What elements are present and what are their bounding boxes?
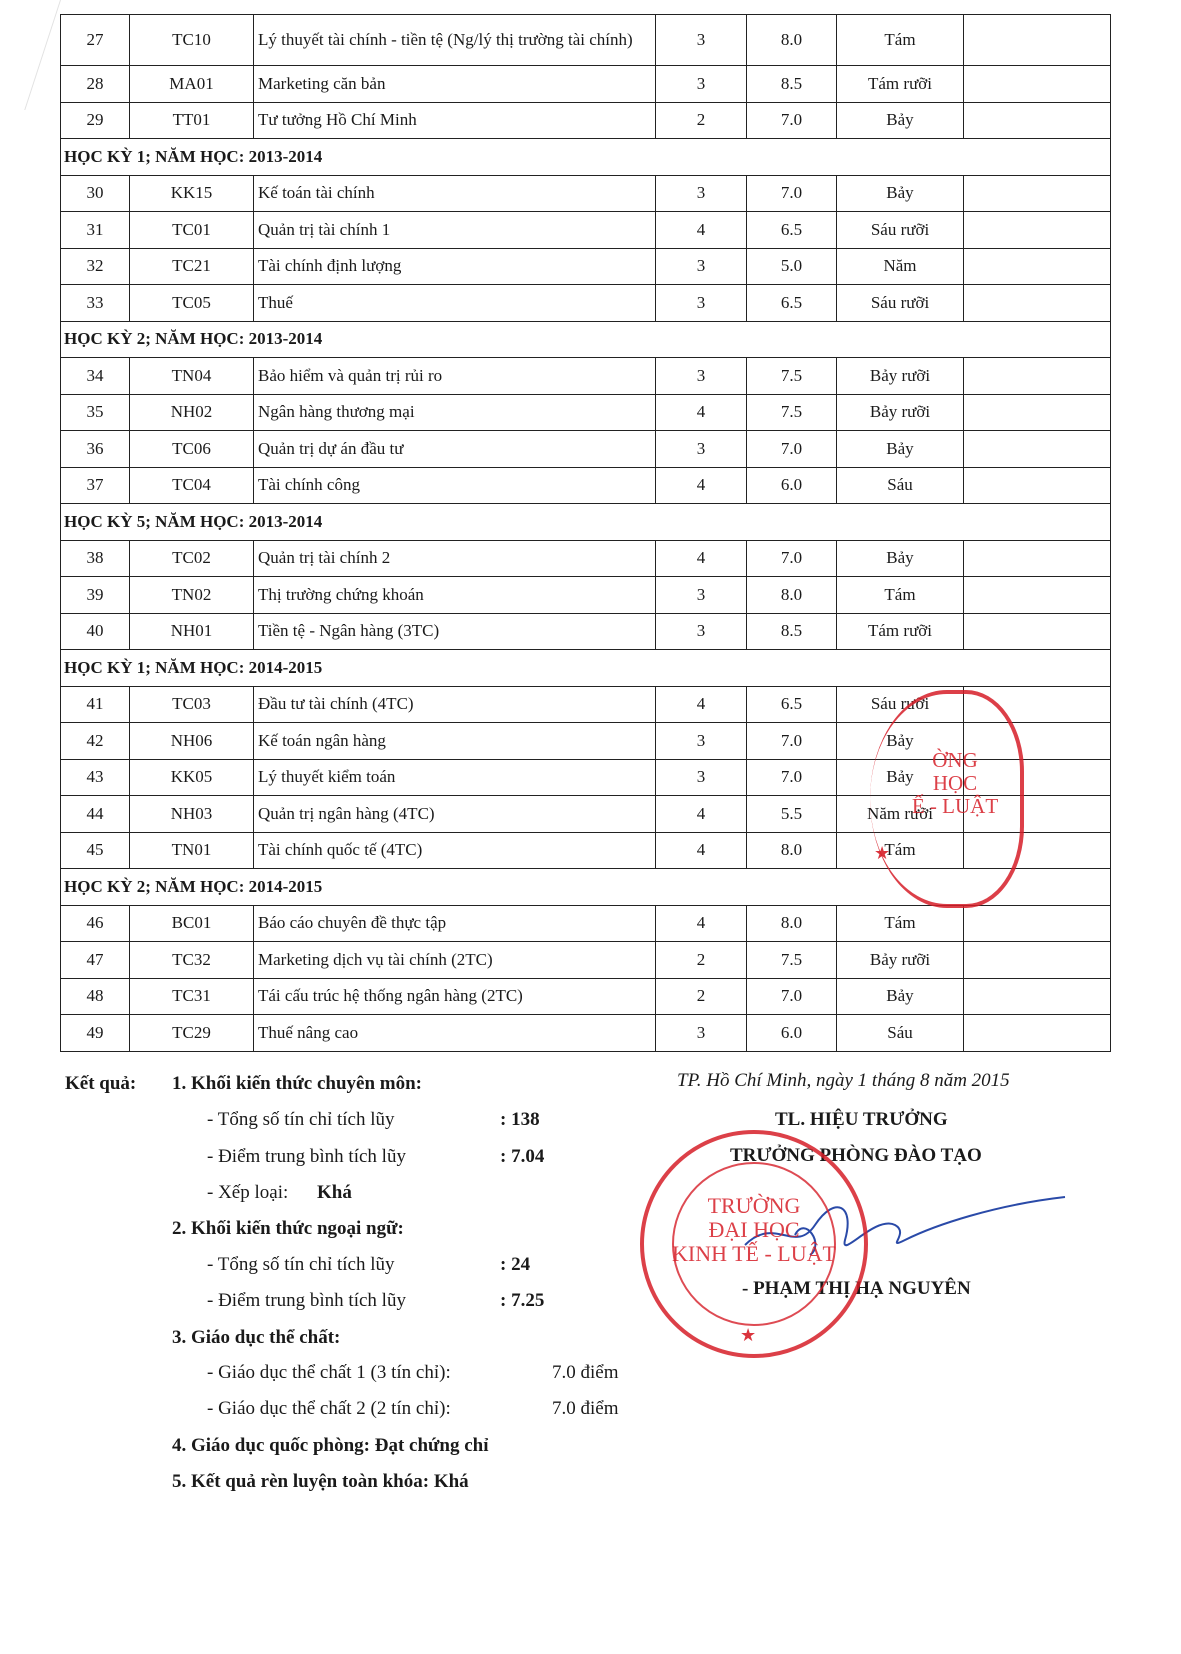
score: 7.5: [747, 942, 837, 979]
course-code: KK05: [130, 759, 254, 796]
credits: 3: [656, 431, 747, 468]
course-code: NH03: [130, 796, 254, 833]
note-cell: [964, 978, 1111, 1015]
major-gpa-value: : 7.04: [500, 1146, 545, 1167]
score: 8.0: [747, 832, 837, 869]
semester-header-row: [61, 139, 1111, 176]
score-in-words: Sáu rưỡi: [837, 285, 964, 322]
pe2-label: - Giáo dục thể chất 2 (2 tín chỉ):: [207, 1398, 451, 1419]
score: 6.0: [747, 1015, 837, 1052]
score-in-words: Tám: [837, 832, 964, 869]
course-code: MA01: [130, 66, 254, 103]
course-name: Thuế: [254, 285, 656, 322]
seal-text: ỜNG HỌC Ế - LUẬT: [911, 748, 999, 819]
credits: 4: [656, 686, 747, 723]
row-number: 32: [61, 248, 130, 285]
row-number: 46: [61, 905, 130, 942]
row-number: 28: [61, 66, 130, 103]
table-row: [61, 942, 1111, 979]
issue-date: TP. Hồ Chí Minh, ngày 1 tháng 8 năm 2015: [677, 1070, 1010, 1091]
row-number: 41: [61, 686, 130, 723]
credits: 4: [656, 394, 747, 431]
score-in-words: Tám: [837, 905, 964, 942]
table-row: [61, 1015, 1111, 1052]
note-cell: [964, 358, 1111, 395]
semester-title: HỌC KỲ 2; NĂM HỌC: 2013-2014: [61, 321, 1111, 358]
language-credits-label: - Tổng số tín chỉ tích lũy: [207, 1254, 395, 1275]
row-number: 48: [61, 978, 130, 1015]
table-row: [61, 102, 1111, 139]
score-in-words: Năm: [837, 248, 964, 285]
score: 7.0: [747, 175, 837, 212]
row-number: 44: [61, 796, 130, 833]
note-cell: [964, 577, 1111, 614]
note-cell: [964, 431, 1111, 468]
star-icon: ★: [874, 843, 891, 863]
course-code: TC04: [130, 467, 254, 504]
major-gpa-label: - Điểm trung bình tích lũy: [207, 1146, 406, 1167]
credits: 4: [656, 540, 747, 577]
note-cell: [964, 540, 1111, 577]
note-cell: [964, 394, 1111, 431]
course-code: TN01: [130, 832, 254, 869]
defense-label: 4. Giáo dục quốc phòng:: [172, 1435, 370, 1456]
rank-label: - Xếp loại:: [207, 1182, 289, 1203]
section-1-heading: 1. Khối kiến thức chuyên môn:: [172, 1073, 422, 1094]
row-number: 35: [61, 394, 130, 431]
language-credits-value: : 24: [500, 1254, 531, 1275]
row-number: 49: [61, 1015, 130, 1052]
course-code: TC03: [130, 686, 254, 723]
course-code: TC02: [130, 540, 254, 577]
defense-value: Đạt chứng chỉ: [374, 1435, 489, 1456]
course-name: Bảo hiểm và quản trị rủi ro: [254, 358, 656, 395]
semester-header-row: [61, 650, 1111, 687]
score: 8.0: [747, 15, 837, 66]
score-in-words: Bảy: [837, 540, 964, 577]
score: 7.0: [747, 978, 837, 1015]
score-in-words: Sáu rưỡi: [837, 212, 964, 249]
credits: 2: [656, 942, 747, 979]
credits: 3: [656, 66, 747, 103]
rank-value: Khá: [317, 1182, 352, 1203]
credits: 3: [656, 248, 747, 285]
pe2-value: 7.0 điểm: [552, 1398, 619, 1419]
note-cell: [964, 248, 1111, 285]
signer-title-1: TL. HIỆU TRƯỞNG: [775, 1109, 948, 1130]
major-credits-value: : 138: [500, 1109, 540, 1130]
row-number: 45: [61, 832, 130, 869]
score-in-words: Tám: [837, 577, 964, 614]
row-number: 40: [61, 613, 130, 650]
section-2-heading: 2. Khối kiến thức ngoại ngữ:: [172, 1218, 404, 1239]
course-code: NH06: [130, 723, 254, 760]
score-in-words: Bảy: [837, 978, 964, 1015]
course-name: Đầu tư tài chính (4TC): [254, 686, 656, 723]
row-number: 43: [61, 759, 130, 796]
course-name: Lý thuyết kiểm toán: [254, 759, 656, 796]
course-name: Quản trị tài chính 1: [254, 212, 656, 249]
score: 7.5: [747, 394, 837, 431]
table-row: [61, 540, 1111, 577]
pe1-label: - Giáo dục thể chất 1 (3 tín chỉ):: [207, 1362, 451, 1383]
table-row: [61, 905, 1111, 942]
semester-title: HỌC KỲ 1; NĂM HỌC: 2014-2015: [61, 650, 1111, 687]
table-row: [61, 577, 1111, 614]
score-in-words: Bảy rưỡi: [837, 358, 964, 395]
score: 5.0: [747, 248, 837, 285]
table-row: [61, 285, 1111, 322]
course-code: TC32: [130, 942, 254, 979]
row-number: 37: [61, 467, 130, 504]
score-in-words: Bảy: [837, 723, 964, 760]
course-code: TC29: [130, 1015, 254, 1052]
course-name: Tài chính công: [254, 467, 656, 504]
row-number: 42: [61, 723, 130, 760]
course-code: TC05: [130, 285, 254, 322]
score: 7.5: [747, 358, 837, 395]
course-name: Tư tưởng Hồ Chí Minh: [254, 102, 656, 139]
row-number: 27: [61, 15, 130, 66]
table-row: [61, 175, 1111, 212]
score: 7.0: [747, 723, 837, 760]
credits: 4: [656, 905, 747, 942]
language-gpa-value: : 7.25: [500, 1290, 545, 1311]
score-in-words: Bảy rưỡi: [837, 394, 964, 431]
score-in-words: Tám rưỡi: [837, 613, 964, 650]
course-name: Quản trị dự án đầu tư: [254, 431, 656, 468]
credits: 3: [656, 358, 747, 395]
course-code: TC31: [130, 978, 254, 1015]
section-4-heading: [172, 1435, 489, 1457]
course-name: Quản trị ngân hàng (4TC): [254, 796, 656, 833]
course-name: Thị trường chứng khoán: [254, 577, 656, 614]
results-label: Kết quả:: [65, 1073, 137, 1094]
course-code: NH02: [130, 394, 254, 431]
score: 7.0: [747, 431, 837, 468]
row-number: 34: [61, 358, 130, 395]
course-name: Marketing căn bản: [254, 66, 656, 103]
course-code: TT01: [130, 102, 254, 139]
row-number: 39: [61, 577, 130, 614]
credits: 2: [656, 978, 747, 1015]
semester-header-row: [61, 321, 1111, 358]
score-in-words: Sáu rưỡi: [837, 686, 964, 723]
note-cell: [964, 15, 1111, 66]
note-cell: [964, 613, 1111, 650]
course-name: Quản trị tài chính 2: [254, 540, 656, 577]
seal-main-text: TRƯỜNG ĐẠI HỌC KINH TẾ - LUẬT: [672, 1193, 836, 1267]
row-number: 31: [61, 212, 130, 249]
scan-page-edge: [0, 0, 61, 110]
score: 6.5: [747, 686, 837, 723]
table-row: [61, 978, 1111, 1015]
course-code: TC10: [130, 15, 254, 66]
row-number: 36: [61, 431, 130, 468]
score-in-words: Sáu: [837, 1015, 964, 1052]
table-row: [61, 212, 1111, 249]
credits: 4: [656, 832, 747, 869]
credits: 4: [656, 796, 747, 833]
semester-header-row: [61, 504, 1111, 541]
course-name: Lý thuyết tài chính - tiền tệ (Ng/lý thị trường tài chính): [254, 15, 656, 66]
seal-stamp-table: [870, 690, 1024, 908]
note-cell: [964, 905, 1111, 942]
star-icon: ★: [740, 1325, 757, 1345]
section-5-heading: [172, 1471, 469, 1493]
score: 6.5: [747, 212, 837, 249]
row-number: 33: [61, 285, 130, 322]
course-name: Ngân hàng thương mại: [254, 394, 656, 431]
course-code: TC06: [130, 431, 254, 468]
table-row: [61, 358, 1111, 395]
row-number: 47: [61, 942, 130, 979]
table-row: [61, 467, 1111, 504]
score-in-words: Năm rưỡi: [837, 796, 964, 833]
table-row: [61, 431, 1111, 468]
course-name: Marketing dịch vụ tài chính (2TC): [254, 942, 656, 979]
note-cell: [964, 175, 1111, 212]
pe1-value: 7.0 điểm: [552, 1362, 619, 1383]
signer-title-2: TRƯỞNG PHÒNG ĐÀO TẠO: [730, 1145, 982, 1166]
credits: 4: [656, 467, 747, 504]
score: 8.5: [747, 66, 837, 103]
score: 7.0: [747, 540, 837, 577]
note-cell: [964, 467, 1111, 504]
course-code: TN04: [130, 358, 254, 395]
table-row: [61, 248, 1111, 285]
course-code: NH01: [130, 613, 254, 650]
conduct-value: Khá: [433, 1471, 469, 1492]
note-cell: [964, 102, 1111, 139]
semester-title: HỌC KỲ 2; NĂM HỌC: 2014-2015: [61, 869, 1111, 906]
course-code: TC21: [130, 248, 254, 285]
score-in-words: Tám rưỡi: [837, 66, 964, 103]
note-cell: [964, 212, 1111, 249]
table-row: [61, 613, 1111, 650]
course-name: Kế toán tài chính: [254, 175, 656, 212]
course-name: Kế toán ngân hàng: [254, 723, 656, 760]
note-cell: [964, 1015, 1111, 1052]
credits: 3: [656, 175, 747, 212]
score-in-words: Bảy rưỡi: [837, 942, 964, 979]
course-code: TN02: [130, 577, 254, 614]
score: 5.5: [747, 796, 837, 833]
score: 7.0: [747, 102, 837, 139]
credits: 3: [656, 285, 747, 322]
table-row: [61, 66, 1111, 103]
credits: 3: [656, 1015, 747, 1052]
score-in-words: Sáu: [837, 467, 964, 504]
credits: 3: [656, 577, 747, 614]
course-code: KK15: [130, 175, 254, 212]
score: 8.0: [747, 577, 837, 614]
score: 8.0: [747, 905, 837, 942]
row-number: 30: [61, 175, 130, 212]
score: 6.5: [747, 285, 837, 322]
score-in-words: Bảy: [837, 759, 964, 796]
semester-title: HỌC KỲ 5; NĂM HỌC: 2013-2014: [61, 504, 1111, 541]
credits: 2: [656, 102, 747, 139]
score-in-words: Bảy: [837, 175, 964, 212]
note-cell: [964, 66, 1111, 103]
score: 8.5: [747, 613, 837, 650]
score: 7.0: [747, 759, 837, 796]
course-name: Thuế nâng cao: [254, 1015, 656, 1052]
score-in-words: Tám: [837, 15, 964, 66]
course-name: Tiền tệ - Ngân hàng (3TC): [254, 613, 656, 650]
credits: 3: [656, 15, 747, 66]
course-name: Báo cáo chuyên đề thực tập: [254, 905, 656, 942]
conduct-label: 5. Kết quả rèn luyện toàn khóa:: [172, 1471, 430, 1492]
language-gpa-label: - Điểm trung bình tích lũy: [207, 1290, 406, 1311]
credits: 4: [656, 212, 747, 249]
course-name: Tài chính quốc tế (4TC): [254, 832, 656, 869]
score-in-words: Bảy: [837, 102, 964, 139]
seal-stamp-signature: [640, 1130, 868, 1358]
score: 6.0: [747, 467, 837, 504]
course-code: BC01: [130, 905, 254, 942]
major-credits-label: - Tổng số tín chỉ tích lũy: [207, 1109, 395, 1130]
note-cell: [964, 942, 1111, 979]
section-3-heading: 3. Giáo dục thể chất:: [172, 1327, 341, 1348]
signer-name: - PHẠM THỊ HẠ NGUYÊN: [742, 1278, 971, 1299]
credits: 3: [656, 613, 747, 650]
course-code: TC01: [130, 212, 254, 249]
table-row: [61, 394, 1111, 431]
table-row: [61, 15, 1111, 66]
credits: 3: [656, 759, 747, 796]
score-in-words: Bảy: [837, 431, 964, 468]
course-name: Tái cấu trúc hệ thống ngân hàng (2TC): [254, 978, 656, 1015]
credits: 3: [656, 723, 747, 760]
course-name: Tài chính định lượng: [254, 248, 656, 285]
row-number: 38: [61, 540, 130, 577]
note-cell: [964, 285, 1111, 322]
semester-title: HỌC KỲ 1; NĂM HỌC: 2013-2014: [61, 139, 1111, 176]
row-number: 29: [61, 102, 130, 139]
